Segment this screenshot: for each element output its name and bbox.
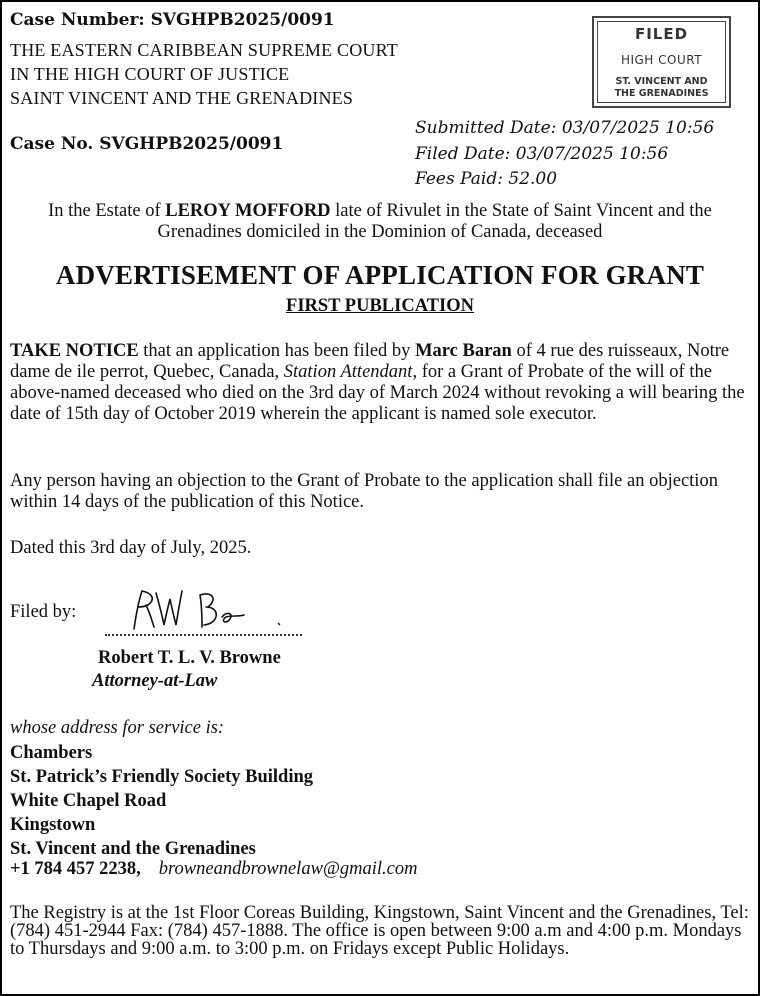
registry-info: The Registry is at the 1st Floor Coreas Building, Kingstown, Saint Vincent and the Grenadines, Tel: (784) 451-2944 Fax: (784) 457-1888. The office is open between 9:00 a.m and 4:00 p.m. Mondays to Thursdays and 9:00 a.m. to 3:00 p.m. on Fridays except Public Holidays.: [10, 903, 749, 959]
notice-title: ADVERTISEMENT OF APPLICATION FOR GRANT: [55, 260, 705, 290]
stamp-court-text: HIGH COURT: [620, 53, 703, 67]
attorney-role: Attorney-at-Law: [92, 671, 218, 691]
objection-paragraph: Any person having an objection to the Grant of Probate to the application shall file an objection within 14 days of the publication of this Notice.: [10, 471, 718, 512]
stamp-filed-text: FILED: [634, 25, 689, 43]
court-division-line: IN THE HIGH COURT OF JUSTICE: [10, 64, 290, 84]
filed-by-label: Filed by:: [10, 602, 77, 622]
phone-number: +1 784 457 2238,: [10, 859, 141, 879]
court-name-line: THE EASTERN CARIBBEAN SUPREME COURT: [10, 40, 398, 60]
dated-line: Dated this 3rd day of July, 2025.: [10, 538, 252, 558]
signature-line: [105, 634, 302, 636]
stamp-jurisdiction-text: [594, 76, 729, 100]
attorney-signature: [122, 585, 302, 635]
notice-text-3: , for a Grant of Probate of the will of the above-named deceased who died on the 3rd day of March 2024 without revoking a will bearing the date of 15th day of October 2019 wherein the applicant is named sole executor.: [10, 362, 745, 424]
case-no: Case No. SVGHPB2025/0091: [10, 134, 284, 154]
applicant-occupation: Station Attendant: [283, 362, 413, 382]
contact-line: [10, 859, 418, 880]
address-line-5: St. Vincent and the Grenadines: [10, 839, 256, 859]
fees-paid: Fees Paid: 52.00: [415, 169, 558, 189]
submitted-date: Submitted Date: 03/07/2025 10:56: [415, 118, 715, 138]
address-line-3: White Chapel Road: [10, 791, 167, 811]
estate-description: [10, 201, 750, 243]
attorney-name: Robert T. L. V. Browne: [98, 648, 281, 668]
take-notice-paragraph: [10, 341, 750, 425]
address-line-1: Chambers: [10, 743, 93, 763]
notice-text-1: that an application has been filed by: [138, 341, 416, 361]
notice-text-2: of 4 rue des ruisseaux, Notre dame de ile perrot, Quebec, Canada,: [10, 341, 730, 382]
case-number-header: Case Number: SVGHPB2025/0091: [10, 10, 335, 30]
applicant-name: Marc Baran: [415, 341, 512, 361]
publication-subtitle: FIRST PUBLICATION: [286, 296, 474, 316]
filed-stamp: [592, 16, 731, 108]
stamp-line-1: ST. VINCENT AND: [615, 76, 708, 87]
address-line-2: St. Patrick’s Friendly Society Building: [10, 767, 314, 787]
address-line-4: Kingstown: [10, 815, 96, 835]
estate-suffix: late of Rivulet in the State of Saint Vincent and the Grenadines domiciled in the Dominion of Canada, deceased: [157, 201, 712, 242]
stamp-line-2: THE GRENADINES: [614, 88, 709, 99]
court-jurisdiction-line: SAINT VINCENT AND THE GRENADINES: [10, 88, 354, 108]
email-address: browneandbrownelaw@gmail.com: [158, 859, 418, 879]
address-label: whose address for service is:: [10, 718, 225, 738]
filed-date: Filed Date: 03/07/2025 10:56: [415, 144, 669, 164]
take-notice-lead: TAKE NOTICE: [10, 341, 139, 361]
service-address: [10, 741, 313, 861]
estate-prefix: In the Estate of: [48, 201, 166, 221]
deceased-name: LEROY MOFFORD: [165, 201, 331, 221]
